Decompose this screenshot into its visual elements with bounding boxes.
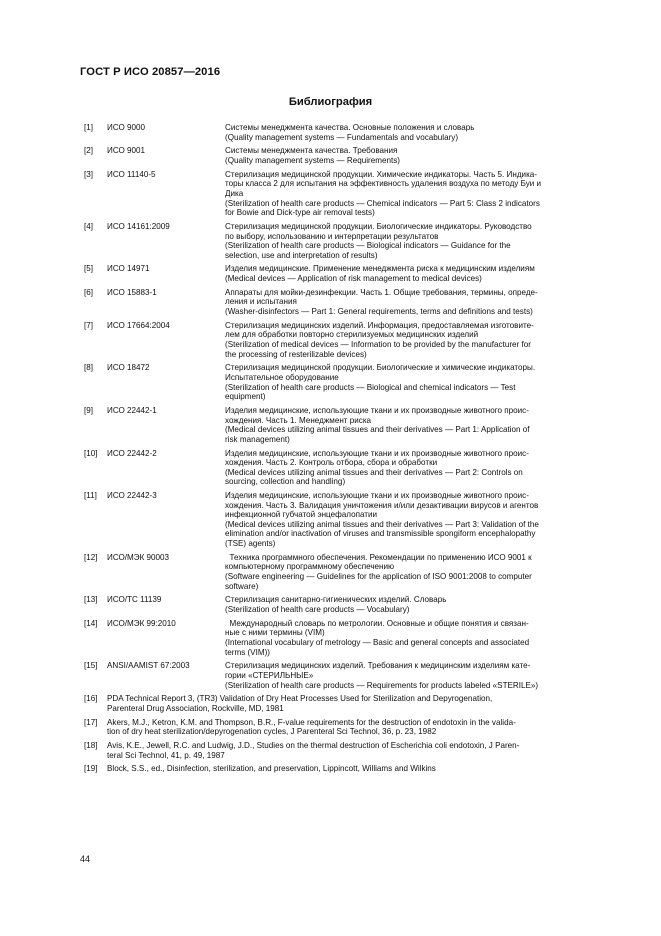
page-number: 44 [80,854,91,864]
entry-line: (Sterilization of health care products — Biological indicators — Guidance for the [225,241,511,251]
entry-text [225,406,610,444]
entry-text [107,741,610,760]
entry-number: [7] [84,320,93,330]
entry-line: (Medical devices — Application of risk management to medical devices) [225,274,482,284]
bibliography-entry [80,449,610,487]
entry-line: (Software engineering — Guidelines for the application of ISO 9001:2008 to computer [225,572,532,581]
entry-line: гории «СТЕРИЛЬНЫЕ» [225,670,314,680]
entry-number: [6] [84,287,93,297]
standard-code: ИСО/МЭК 99:2010 [107,618,176,628]
entry-number: [8] [84,363,93,373]
entry-line: Изделия медицинские, использующие ткани и их производные животного проис- [225,491,529,501]
bibliography-entry [80,595,610,614]
standard-code: ИСО 17664:2004 [107,320,170,330]
bibliography-entry [80,146,610,165]
entry-number: [19] [84,764,98,774]
bibliography-entry [80,123,610,142]
bibliography-entry [80,661,610,690]
entry-line: (Medical devices utilizing animal tissues and their derivatives — Part 1: Application of [225,425,530,435]
entry-text [107,764,610,774]
entry-line: PDA Technical Report 3, (TR3) Validation of Dry Heat Processes Used for Sterilization and Depyrogenation, [107,694,493,704]
entry-line: Стерилизация санитарно-гигиенических изделий. Словарь [225,595,447,605]
entry-line: Международный словарь по метрологии. Основные и общие понятия и связан- [225,618,529,628]
entry-line: (Sterilization of health care products — Chemical indicators — Part 5: Class 2 indicators [225,198,540,208]
standard-code: ИСО 11140-5 [107,169,156,179]
entry-number: [16] [84,694,98,704]
entry-number: [14] [84,618,98,628]
entry-text [225,170,610,218]
bibliography-entry [80,694,610,713]
entry-line: Дика [225,188,244,198]
entry-line: Изделия медицинские, использующие ткани и их производные животного проис- [225,448,529,458]
standard-code: ИСО 22442-3 [107,491,157,501]
entry-line: Стерилизация медицинской продукции. Биологические и химические индикаторы. [225,363,536,373]
bibliography-entry [80,288,610,317]
entry-line: (Sterilization of health care products — Biological and chemical indicators — Test [225,382,516,392]
entry-line: хождения. Часть 2. Контроль отбора, сбора и обработки [225,458,438,468]
bibliography-entry [80,170,610,218]
entry-line: Стерилизация медицинских изделий. Информация, предоставляемая изготовите- [225,320,534,330]
entry-text [225,619,610,657]
entry-line: Изделия медицинские, использующие ткани и их производные животного проис- [225,405,529,415]
entry-line: Parenteral Drug Association, Rockville, MD, 1981 [107,703,284,713]
page-title: Библиография [288,96,373,108]
entry-line: по выбору, использованию и интерпретации результатов [225,231,439,241]
entry-number: [11] [84,491,97,501]
entry-line: (Washer-disinfectors — Part 1: General requirements, terms and definitions and tests) [225,307,533,317]
entry-line: (Quality management systems — Requirements) [225,155,400,165]
entry-line: хождения. Часть 1. Менеджмент риска [225,415,372,425]
entry-line: elimination and/or inactivation of viruses and transmissible spongiform encephalopathy [225,529,536,539]
entry-number: [5] [84,264,93,274]
standard-code: ИСО 9001 [107,146,146,156]
entry-line: Испытательное оборудование [225,372,339,382]
entry-line: Block, S.S., ed., Disinfection, sterilization, and preservation, Lippincott, Williams and Wilkins [107,764,436,774]
entry-line: (Medical devices utilizing animal tissues and their derivatives — Part 2: Controls on [225,467,523,477]
entry-line: ления и испытания [225,297,297,307]
entry-line: Системы менеджмента качества. Требования [225,146,398,156]
bibliography-entry [80,741,610,760]
entry-line: for Bowie and Dick-type air removal tests) [225,208,375,218]
entry-number: [17] [84,717,98,727]
standard-code: ИСО 14971 [107,264,150,274]
entry-line: sourcing, collection and handling) [225,477,346,487]
entry-text [225,222,610,260]
entry-line: инфекционной губчатой энцефалопатии [225,510,378,520]
bibliography-entry [80,619,610,657]
entry-line: Изделия медицинские. Применение менеджмента риска к медицинским изделиям [225,264,535,274]
entry-line: ные с ними термины (VIM) [225,628,325,638]
entry-line: terms (VIM)) [225,647,270,657]
bibliography-entry [80,222,610,260]
entry-text [225,123,610,142]
entry-text [225,146,610,165]
standard-code: ИСО 22442-2 [107,448,157,458]
entry-line: Системы менеджмента качества. Основные положения и словарь [225,123,475,132]
entry-line: (TSE) agents) [225,539,276,549]
entry-line: the processing of resterilizable devices) [225,349,367,359]
entry-line: Аппараты для мойки-дезинфекции. Часть 1. Общие требования, термины, опреде- [225,287,538,297]
entry-line: selection, use and interpretation of results) [225,250,378,260]
standard-code: ANSI/AAMIST 67:2003 [107,661,190,671]
entry-line: teral Sci Technol, 41, p. 49, 1987 [107,750,225,760]
entry-line: компьютерному программному обеспечению [225,562,395,572]
entry-line: Техника программного обеспечения. Рекомендации по применению ИСО 9001 к [225,552,532,562]
bibliography-list [80,123,610,778]
bibliography-entry [80,321,610,359]
document-header: ГОСТ Р ИСО 20857—2016 [80,66,221,78]
entry-number: [1] [84,123,93,132]
entry-text [225,449,610,487]
entry-text [107,718,610,737]
entry-number: [12] [84,552,98,562]
entry-line: software) [225,581,259,591]
entry-number: [3] [84,169,93,179]
entry-line: лем для обработки повторно стерилизуемых медицинских изделий [225,330,479,340]
entry-text [225,491,610,549]
entry-line: Стерилизация медицинской продукции. Химические индикаторы. Часть 5. Индика- [225,169,537,179]
entry-line: risk management) [225,434,290,444]
entry-number: [18] [84,741,98,751]
bibliography-entry [80,406,610,444]
entry-line: хождения. Часть 3. Валидация уничтожения и/или дезактивации вирусов и агентов [225,500,539,510]
entry-text [107,694,610,713]
standard-code: ИСО 15883-1 [107,287,157,297]
entry-text [225,595,610,614]
entry-line: (International vocabulary of metrology — Basic and general concepts and associated [225,637,530,647]
entry-line: (Sterilization of health care products — Vocabulary) [225,604,410,614]
entry-number: [10] [84,448,98,458]
entry-number: [9] [84,405,93,415]
bibliography-entry [80,491,610,549]
entry-line: (Sterilization of medical devices — Information to be provided by the manufacturer for [225,340,531,349]
entry-number: [13] [84,595,98,605]
entry-number: [15] [84,661,98,671]
standard-code: ИСО 14161:2009 [107,221,170,231]
entry-line: (Sterilization of health care products — Requirements for products labeled «STERILE») [225,680,539,690]
entry-line: equipment) [225,392,266,402]
bibliography-entry [80,264,610,283]
entry-text [225,553,610,591]
bibliography-entry [80,553,610,591]
entry-text [225,321,610,359]
entry-line: (Quality management systems — Fundamentals and vocabulary) [225,132,459,142]
entry-text [225,661,610,690]
entry-line: торы класса 2 для испытания на эффективность удаления воздуха по методу Буи и [225,179,542,189]
entry-text [225,288,610,317]
standard-code: ИСО/МЭК 90003 [107,552,170,562]
bibliography-entry [80,764,610,774]
entry-line: Стерилизация медицинских изделий. Требования к медицинским изделиям кате- [225,661,531,671]
entry-number: [4] [84,221,93,231]
entry-line: tion of dry heat sterilization/depyrogenation cycles, J Parenteral Sci Technol, 36, p. 23, 1982 [107,727,437,737]
entry-text [225,363,610,401]
entry-line: Avis, K.E., Jewell, R.C. and Ludwig, J.D., Studies on the thermal destruction of Escherichia coli endotoxin, J Paren- [107,741,520,751]
standard-code: ИСО 9000 [107,123,146,132]
standard-code: ИСО/ТС 11139 [107,595,162,605]
standard-code: ИСО 22442-1 [107,405,157,415]
entry-text [225,264,610,283]
entry-line: Стерилизация медицинской продукции. Биологические индикаторы. Руководство [225,221,532,231]
entry-line: (Medical devices utilizing animal tissues and their derivatives — Part 3: Validation of the [225,519,539,529]
entry-number: [2] [84,146,93,156]
bibliography-entry [80,718,610,737]
standard-code: ИСО 18472 [107,363,150,373]
bibliography-entry [80,363,610,401]
entry-line: Akers, M.J., Ketron, K.M. and Thompson, B.R., F-value requirements for the destruction of endotoxin in the valida- [107,717,516,727]
